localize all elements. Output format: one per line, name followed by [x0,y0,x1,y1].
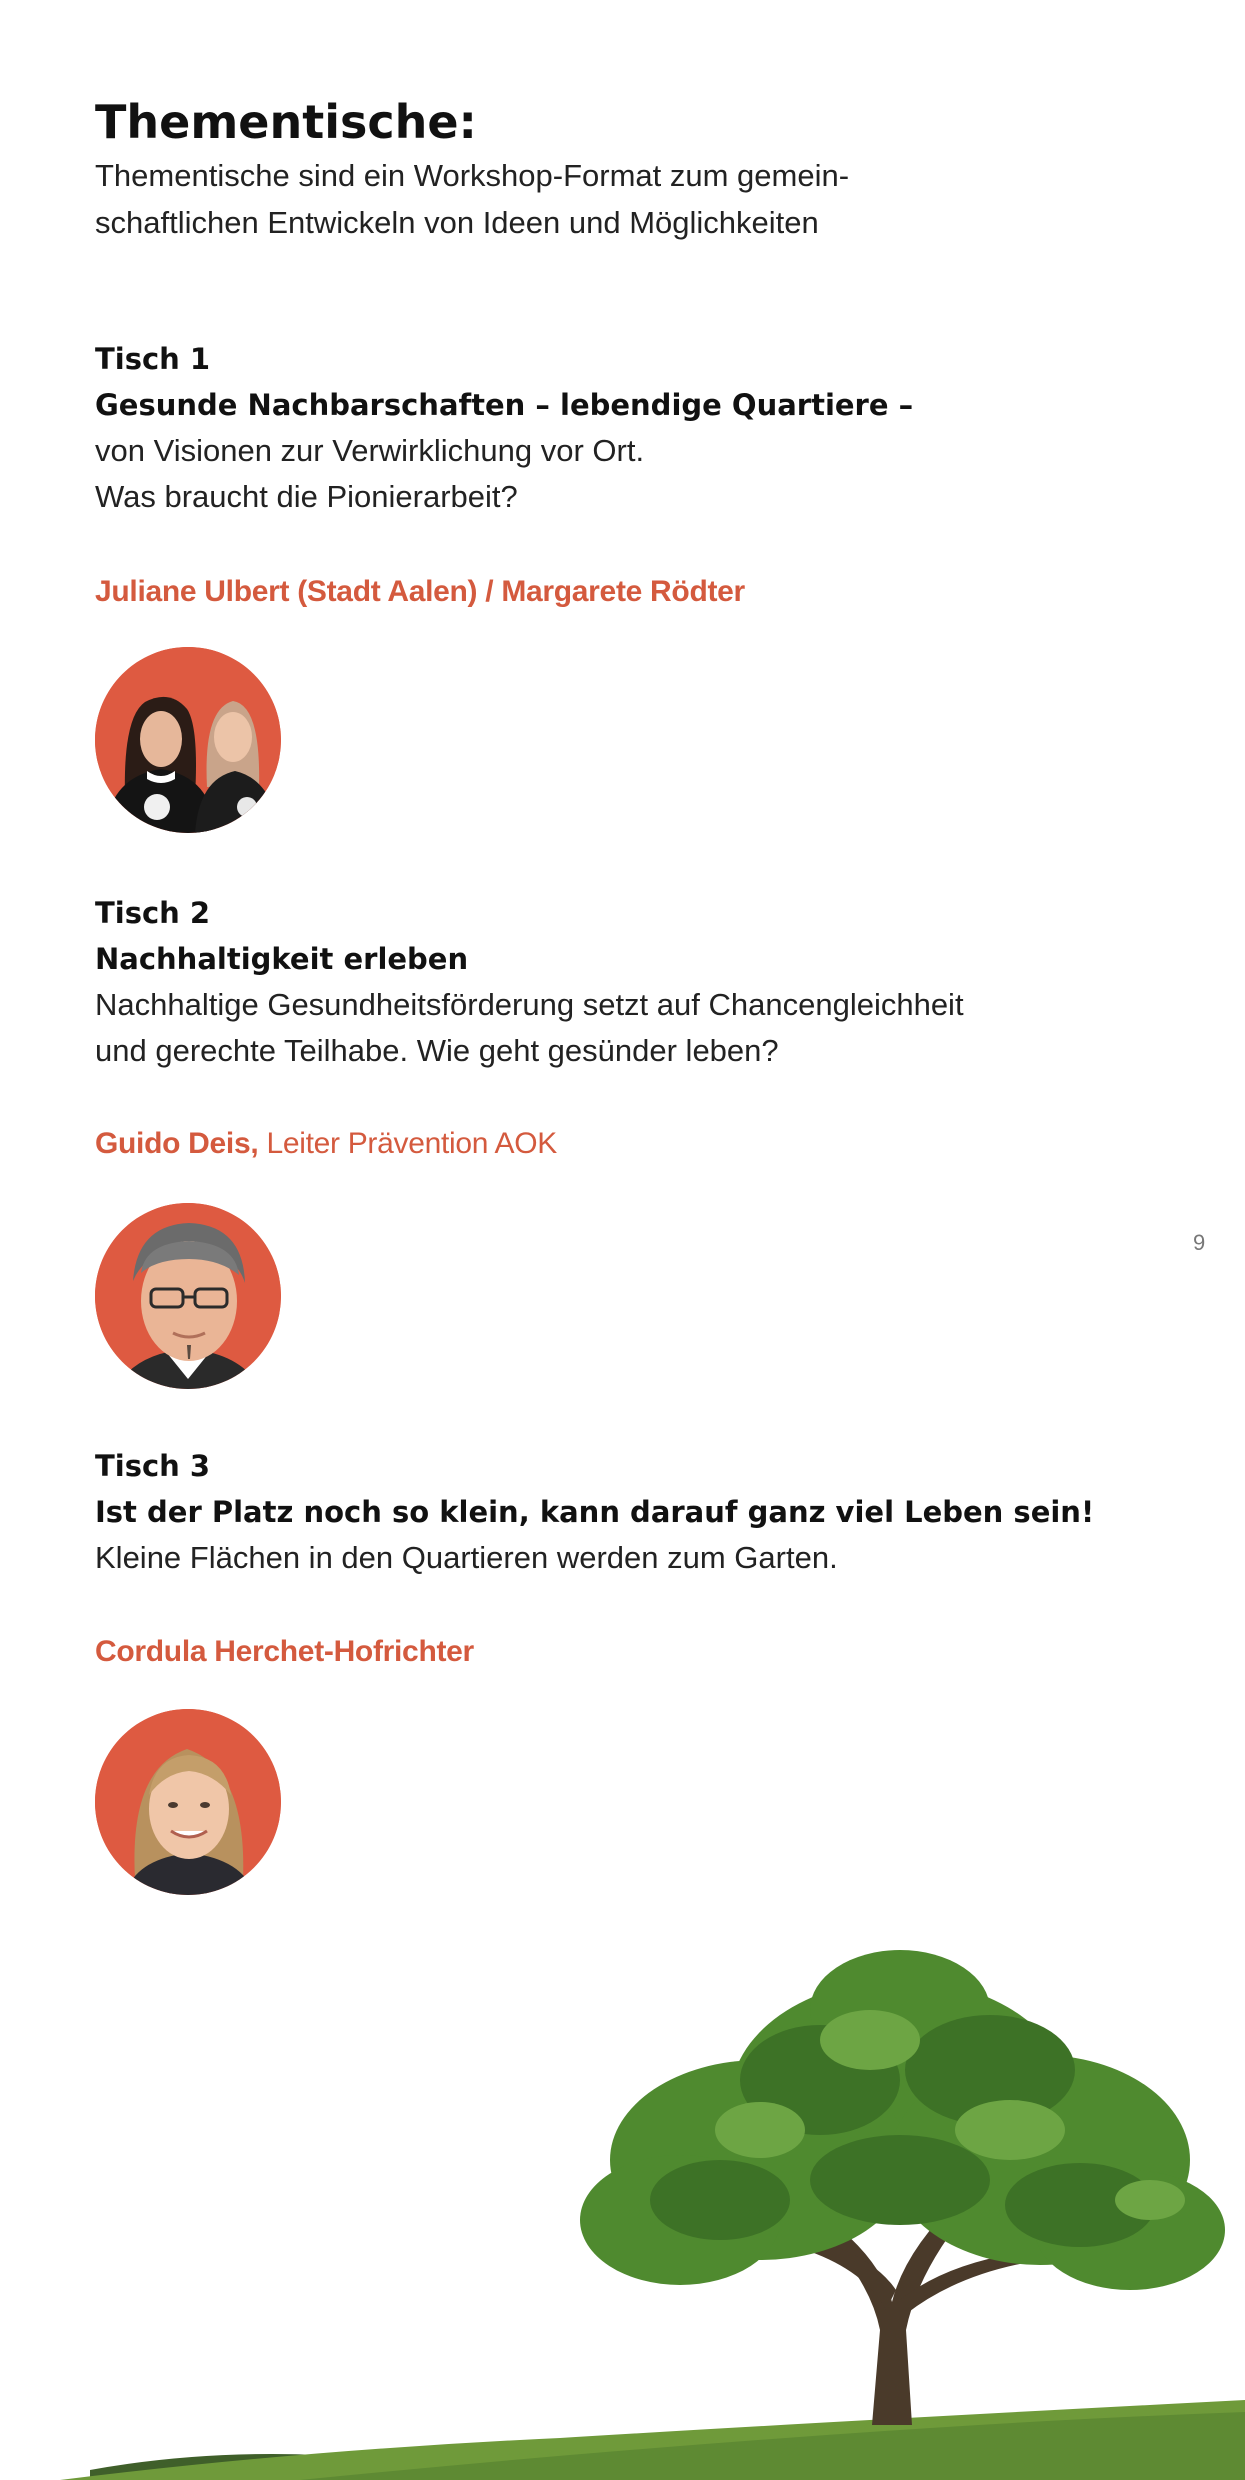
table-2-speaker [95,1124,557,1164]
page-number: 9 [1193,1230,1206,1255]
speakers-photo-icon [95,647,281,833]
table-2-label: Tisch 2 [95,896,211,930]
table-2-description-1: Nachhaltige Gesundheitsförderung setzt auf Chancengleichheit [95,987,964,1022]
table-2-heading: Nachhaltigkeit erleben [95,942,469,976]
table-3-speaker [95,1632,474,1672]
table-1-block [95,336,1115,520]
table-1-description-2: Was braucht die Pionierarbeit? [95,479,518,514]
page-title: Thementische: [95,95,477,149]
table-1-speaker-name: Juliane Ulbert (Stadt Aalen) / Margarete Rödter [95,575,745,608]
intro-text [95,152,995,246]
speaker-photo-icon [95,1709,281,1895]
table-2-description-2: und gerechte Teilhabe. Wie geht gesünder leben? [95,1033,779,1068]
table-3-speaker-name: Cordula Herchet-Hofrichter [95,1635,474,1668]
table-3-block [95,1443,1115,1581]
table-1-avatar [95,647,281,833]
table-2-block [95,890,1115,1074]
table-2-speaker-name: Guido Deis, [95,1127,259,1160]
intro-line-2: schaftlichen Entwickeln von Ideen und Möglichkeiten [95,205,819,240]
table-3-description-1: Kleine Flächen in den Quartieren werden zum Garten. [95,1540,838,1575]
table-1-speaker [95,572,745,612]
table-3-heading: Ist der Platz noch so klein, kann darauf ganz viel Leben sein! [95,1495,1095,1529]
table-1-description-1: von Visionen zur Verwirklichung vor Ort. [95,433,645,468]
intro-line-1: Thementische sind ein Workshop-Format zum gemein- [95,158,850,193]
table-3-label: Tisch 3 [95,1449,211,1483]
tree-landscape-icon [0,1930,1245,2480]
table-1-heading: Gesunde Nachbarschaften – lebendige Quartiere – [95,388,914,422]
table-3-avatar [95,1709,281,1895]
table-2-speaker-role: Leiter Prävention AOK [266,1127,557,1160]
table-1-label: Tisch 1 [95,342,211,376]
speaker-photo-icon [95,1203,281,1389]
table-2-avatar [95,1203,281,1389]
